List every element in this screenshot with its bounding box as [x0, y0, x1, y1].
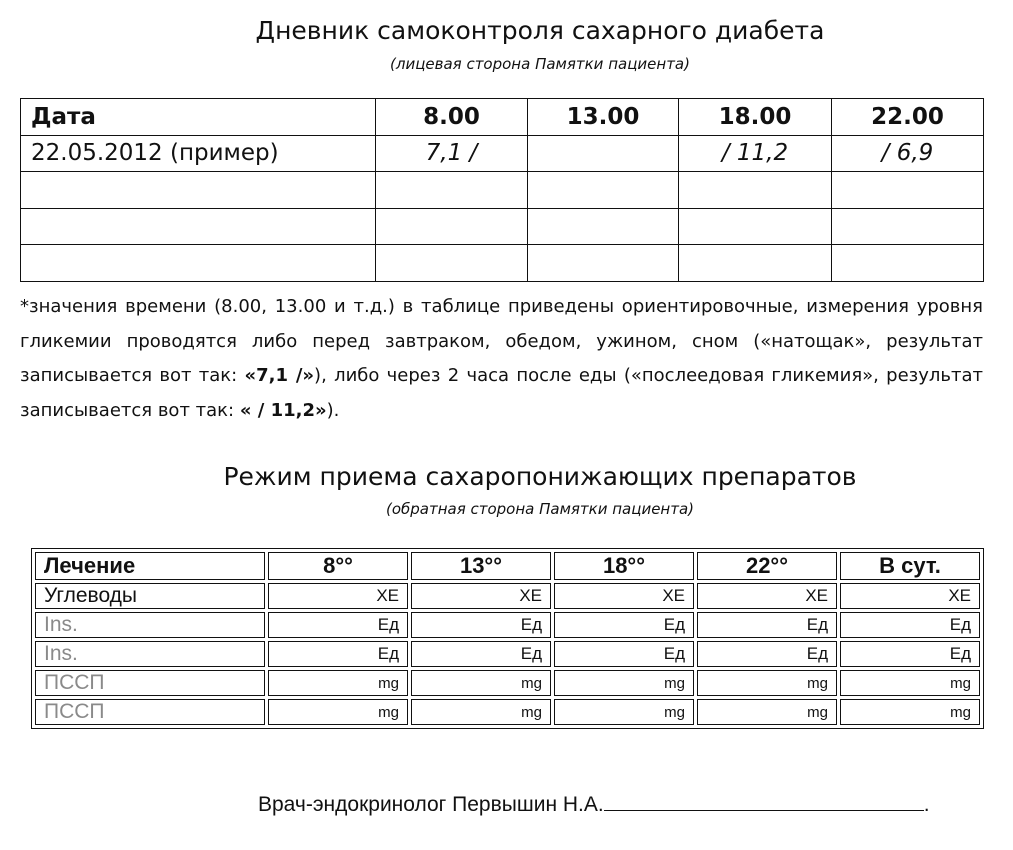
- unit-cell: mg: [840, 670, 980, 696]
- regimen-title: Режим приема сахаропонижающих препаратов: [223, 462, 857, 491]
- header-treatment: Лечение: [35, 552, 265, 580]
- unit-cell: Ед: [411, 641, 551, 667]
- empty-cell: [679, 208, 832, 245]
- header-time-8: 8.00: [376, 99, 528, 136]
- unit-cell: ХЕ: [554, 583, 694, 609]
- unit-cell: Ед: [554, 641, 694, 667]
- empty-cell: [832, 245, 984, 282]
- signature-line: [604, 790, 924, 811]
- header-8: 8°°: [268, 552, 408, 580]
- signature-end: .: [923, 793, 930, 816]
- header-18: 18°°: [554, 552, 694, 580]
- footnote-part-3: ).: [326, 399, 340, 421]
- signature-text: Врач-эндокринолог Первышин Н.А.: [258, 793, 604, 816]
- header-per-day: В сут.: [840, 552, 980, 580]
- empty-cell: [21, 172, 376, 209]
- unit-cell: mg: [268, 699, 408, 725]
- unit-cell: Ед: [697, 612, 837, 638]
- empty-cell: [376, 208, 528, 245]
- empty-cell: [832, 208, 984, 245]
- unit-cell: ХЕ: [411, 583, 551, 609]
- empty-cell: [528, 208, 679, 245]
- footnote-part-1: *значения времени (8.00, 13.00 и т.д.) в таблице приведены ориентировочные, измерения уровня гликемии проводятся либо перед завтраком, обедом, ужином, сном («натощак», результат записывается вот так:: [20, 296, 983, 386]
- unit-cell: Ед: [268, 612, 408, 638]
- unit-cell: ХЕ: [697, 583, 837, 609]
- example-value-22: / 6,9: [832, 135, 984, 172]
- row-label: Ins.: [35, 641, 265, 667]
- unit-cell: ХЕ: [840, 583, 980, 609]
- unit-cell: Ед: [840, 641, 980, 667]
- unit-cell: mg: [697, 670, 837, 696]
- unit-cell: Ед: [554, 612, 694, 638]
- diary-header-row: [21, 99, 984, 136]
- regimen-header-row: [35, 552, 980, 580]
- regimen-table: [31, 548, 984, 729]
- unit-cell: mg: [411, 670, 551, 696]
- unit-cell: mg: [554, 670, 694, 696]
- empty-cell: [832, 172, 984, 209]
- empty-cell: [376, 245, 528, 282]
- diary-empty-row: [21, 245, 984, 282]
- unit-cell: mg: [411, 699, 551, 725]
- unit-cell: ХЕ: [268, 583, 408, 609]
- empty-cell: [679, 172, 832, 209]
- footnote-bold-example-2: « / 11,2»: [239, 399, 327, 421]
- unit-cell: mg: [840, 699, 980, 725]
- empty-cell: [528, 245, 679, 282]
- unit-cell: mg: [268, 670, 408, 696]
- regimen-subtitle: (обратная сторона Памятки пациента): [385, 500, 695, 518]
- header-13: 13°°: [411, 552, 551, 580]
- diary-example-row: [21, 135, 984, 172]
- diary-title: Дневник самоконтроля сахарного диабета: [255, 16, 825, 45]
- diary-table: [20, 98, 984, 282]
- example-value-18: / 11,2: [679, 135, 832, 172]
- header-time-18: 18.00: [679, 99, 832, 136]
- regimen-row-pssp-1: [35, 670, 980, 696]
- header-time-13: 13.00: [528, 99, 679, 136]
- footnote-part-2: ), либо через 2 часа после еды («послеедовая гликемия», результат записывается вот так:: [20, 365, 983, 421]
- footnote: [20, 290, 983, 428]
- example-value-13: [528, 135, 679, 172]
- diary-empty-row: [21, 208, 984, 245]
- empty-cell: [528, 172, 679, 209]
- regimen-row-insulin-2: [35, 641, 980, 667]
- unit-cell: Ед: [697, 641, 837, 667]
- footnote-bold-example-1: «7,1 /»: [244, 365, 315, 386]
- row-label: Ins.: [35, 612, 265, 638]
- row-label: ПССП: [35, 670, 265, 696]
- empty-cell: [21, 208, 376, 245]
- header-date: Дата: [21, 99, 376, 136]
- unit-cell: Ед: [840, 612, 980, 638]
- unit-cell: mg: [554, 699, 694, 725]
- unit-cell: Ед: [268, 641, 408, 667]
- header-time-22: 22.00: [832, 99, 984, 136]
- example-value-8: 7,1 /: [376, 135, 528, 172]
- example-date: 22.05.2012 (пример): [21, 135, 376, 172]
- diary-subtitle: (лицевая сторона Памятки пациента): [390, 55, 690, 73]
- row-label: ПССП: [35, 699, 265, 725]
- unit-cell: mg: [697, 699, 837, 725]
- regimen-row-pssp-2: [35, 699, 980, 725]
- diary-empty-row: [21, 172, 984, 209]
- unit-cell: Ед: [411, 612, 551, 638]
- header-22: 22°°: [697, 552, 837, 580]
- regimen-row-insulin-1: [35, 612, 980, 638]
- regimen-row-carbs: [35, 583, 980, 609]
- empty-cell: [679, 245, 832, 282]
- doctor-signature: [258, 790, 930, 817]
- empty-cell: [21, 245, 376, 282]
- row-label: Углеводы: [35, 583, 265, 609]
- empty-cell: [376, 172, 528, 209]
